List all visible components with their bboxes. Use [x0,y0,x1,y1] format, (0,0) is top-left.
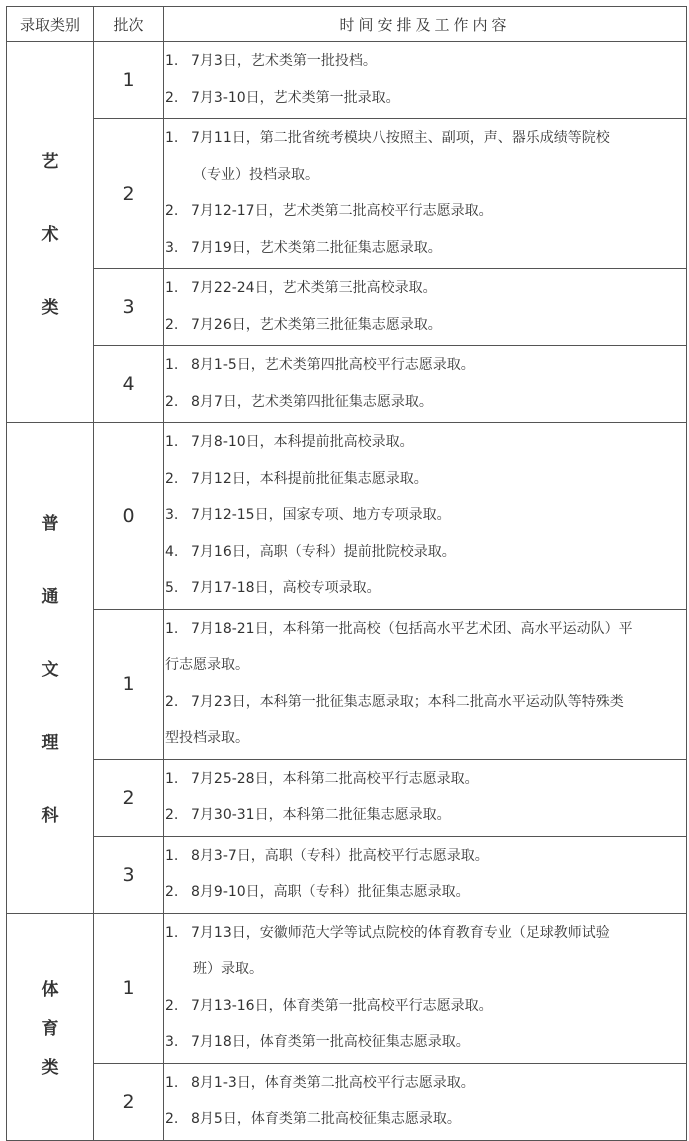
item-number: 1. [165,280,179,296]
item-number: 5. [165,580,179,596]
item-text: 7月8-10日，本科提前批高校录取。 [191,434,414,450]
table-row [7,346,687,423]
item-number: 1. [165,847,179,864]
schedule-line [164,1024,686,1061]
item-number: 1. [165,130,179,146]
category-char: 类 [41,297,59,318]
schedule-line [164,461,686,498]
schedule-content [164,1063,687,1140]
item-number: 2. [165,393,179,410]
category-label [7,147,93,318]
schedule-line [164,80,686,117]
item-number: 1. [165,53,179,69]
item-text: 7月16日，高职（专科）提前批院校录取。 [191,543,456,560]
table-row [7,836,687,913]
schedule-line [164,230,686,267]
schedule-line [164,684,686,721]
item-number: 2. [165,89,179,106]
schedule-line [164,497,686,534]
item-text: 7月3日，艺术类第一批投档。 [191,53,377,69]
item-number: 2. [165,203,179,219]
schedule-content [164,913,687,1063]
schedule-line [164,838,686,875]
item-number: 2. [165,470,179,487]
item-text: 7月25-28日，本科第二批高校平行志愿录取。 [191,770,479,787]
item-number: 3. [165,239,179,256]
item-text: 7月30-31日，本科第二批征集志愿录取。 [191,807,451,823]
category-char: 类 [41,1058,59,1078]
schedule-line [164,874,686,911]
item-text: 7月26日，艺术类第三批征集志愿录取。 [191,316,442,333]
schedule-content [164,346,687,423]
schedule-line [164,951,686,988]
schedule-line [164,157,686,194]
schedule-line [164,424,686,461]
item-number: 2. [165,997,179,1014]
schedule-line [164,43,686,80]
category-char: 通 [41,587,59,608]
batch-number: 3 [94,269,164,346]
schedule-content [164,119,687,269]
item-text: 7月22-24日，艺术类第三批高校录取。 [191,280,437,296]
schedule-line [164,797,686,834]
category-cell [7,42,94,423]
item-text: （专业）投档录取。 [193,166,319,183]
item-number: 2. [165,1111,179,1127]
schedule-line [164,534,686,571]
item-text: 8月1-5日，艺术类第四批高校平行志愿录取。 [191,357,475,373]
header-batch: 批次 [94,7,164,42]
item-number: 1. [165,924,179,941]
item-text: 7月12日，本科提前批征集志愿录取。 [191,470,428,487]
schedule-line [164,761,686,798]
schedule-line [164,1101,686,1138]
item-text: 7月12-17日，艺术类第二批高校平行志愿录取。 [191,203,493,219]
table-row [7,119,687,269]
item-number: 1. [165,357,179,373]
schedule-content [164,759,687,836]
schedule-line [164,120,686,157]
item-text: 8月1-3日，体育类第二批高校平行志愿录取。 [191,1074,475,1091]
category-char: 普 [41,514,59,535]
table-row [7,913,687,1063]
item-text: 7月13日，安徽师范大学等试点院校的体育教育专业（足球教师试验 [191,924,610,941]
category-label [7,509,93,826]
item-text: 8月3-7日，高职（专科）批高校平行志愿录取。 [191,847,489,864]
schedule-content [164,423,687,610]
schedule-line [164,1065,686,1102]
item-text: 7月19日，艺术类第二批征集志愿录取。 [191,239,442,256]
schedule-content [164,609,687,759]
table-row [7,1063,687,1140]
batch-number: 4 [94,346,164,423]
item-text: 8月5日，体育类第二批高校征集志愿录取。 [191,1111,461,1127]
category-char: 理 [41,733,59,754]
header-category: 录取类别 [7,7,94,42]
category-char: 育 [41,1019,59,1039]
schedule-line [164,647,686,684]
admission-schedule-table [6,6,687,1141]
category-char: 科 [41,806,59,827]
item-text: 班）录取。 [193,961,263,977]
item-text: 8月9-10日，高职（专科）批征集志愿录取。 [191,884,470,900]
header-content: 时间安排及工作内容 [164,7,687,42]
schedule-line [164,570,686,607]
schedule-line [164,720,686,757]
category-char: 文 [41,660,59,681]
table-row [7,269,687,346]
table-row [7,759,687,836]
category-char: 体 [41,980,59,1000]
category-label [7,975,93,1078]
schedule-line [164,347,686,384]
batch-number: 1 [94,42,164,119]
batch-number: 1 [94,609,164,759]
schedule-line [164,915,686,952]
category-char: 术 [41,224,59,245]
item-number: 3. [165,1034,179,1050]
schedule-line [164,988,686,1025]
schedule-content [164,836,687,913]
item-number: 2. [165,693,179,710]
item-number: 2. [165,316,179,333]
item-text: 7月23日，本科第一批征集志愿录取；本科二批高水平运动队等特殊类 [191,693,624,710]
item-text: 7月11日，第二批省统考模块八按照主、副项，声、器乐成绩等院校 [191,130,610,146]
batch-number: 2 [94,119,164,269]
item-number: 1. [165,434,179,450]
item-text: 行志愿录取。 [165,657,249,673]
item-number: 2. [165,884,179,900]
table-row [7,42,687,119]
item-text: 7月17-18日，高校专项录取。 [191,580,381,596]
item-number: 1. [165,620,179,637]
header-row [7,7,687,42]
category-char: 艺 [41,151,59,172]
schedule-line [164,270,686,307]
item-text: 7月13-16日，体育类第一批高校平行志愿录取。 [191,997,493,1014]
item-number: 1. [165,770,179,787]
schedule-content [164,42,687,119]
batch-number: 2 [94,759,164,836]
batch-number: 2 [94,1063,164,1140]
item-text: 8月7日，艺术类第四批征集志愿录取。 [191,393,433,410]
batch-number: 3 [94,836,164,913]
item-number: 3. [165,507,179,523]
schedule-line [164,193,686,230]
batch-number: 0 [94,423,164,610]
batch-number: 1 [94,913,164,1063]
category-cell [7,913,94,1140]
category-cell [7,423,94,914]
item-text: 7月18-21日，本科第一批高校（包括高水平艺术团、高水平运动队）平 [191,620,633,637]
schedule-content [164,269,687,346]
item-text: 7月12-15日，国家专项、地方专项录取。 [191,507,451,523]
item-number: 4. [165,543,179,560]
schedule-line [164,384,686,421]
table-row [7,423,687,610]
table-row [7,609,687,759]
item-text: 7月3-10日，艺术类第一批录取。 [191,89,400,106]
item-text: 型投档录取。 [165,730,249,746]
item-number: 1. [165,1074,179,1091]
item-text: 7月18日，体育类第一批高校征集志愿录取。 [191,1034,470,1050]
schedule-line [164,611,686,648]
schedule-line [164,307,686,344]
item-number: 2. [165,807,179,823]
